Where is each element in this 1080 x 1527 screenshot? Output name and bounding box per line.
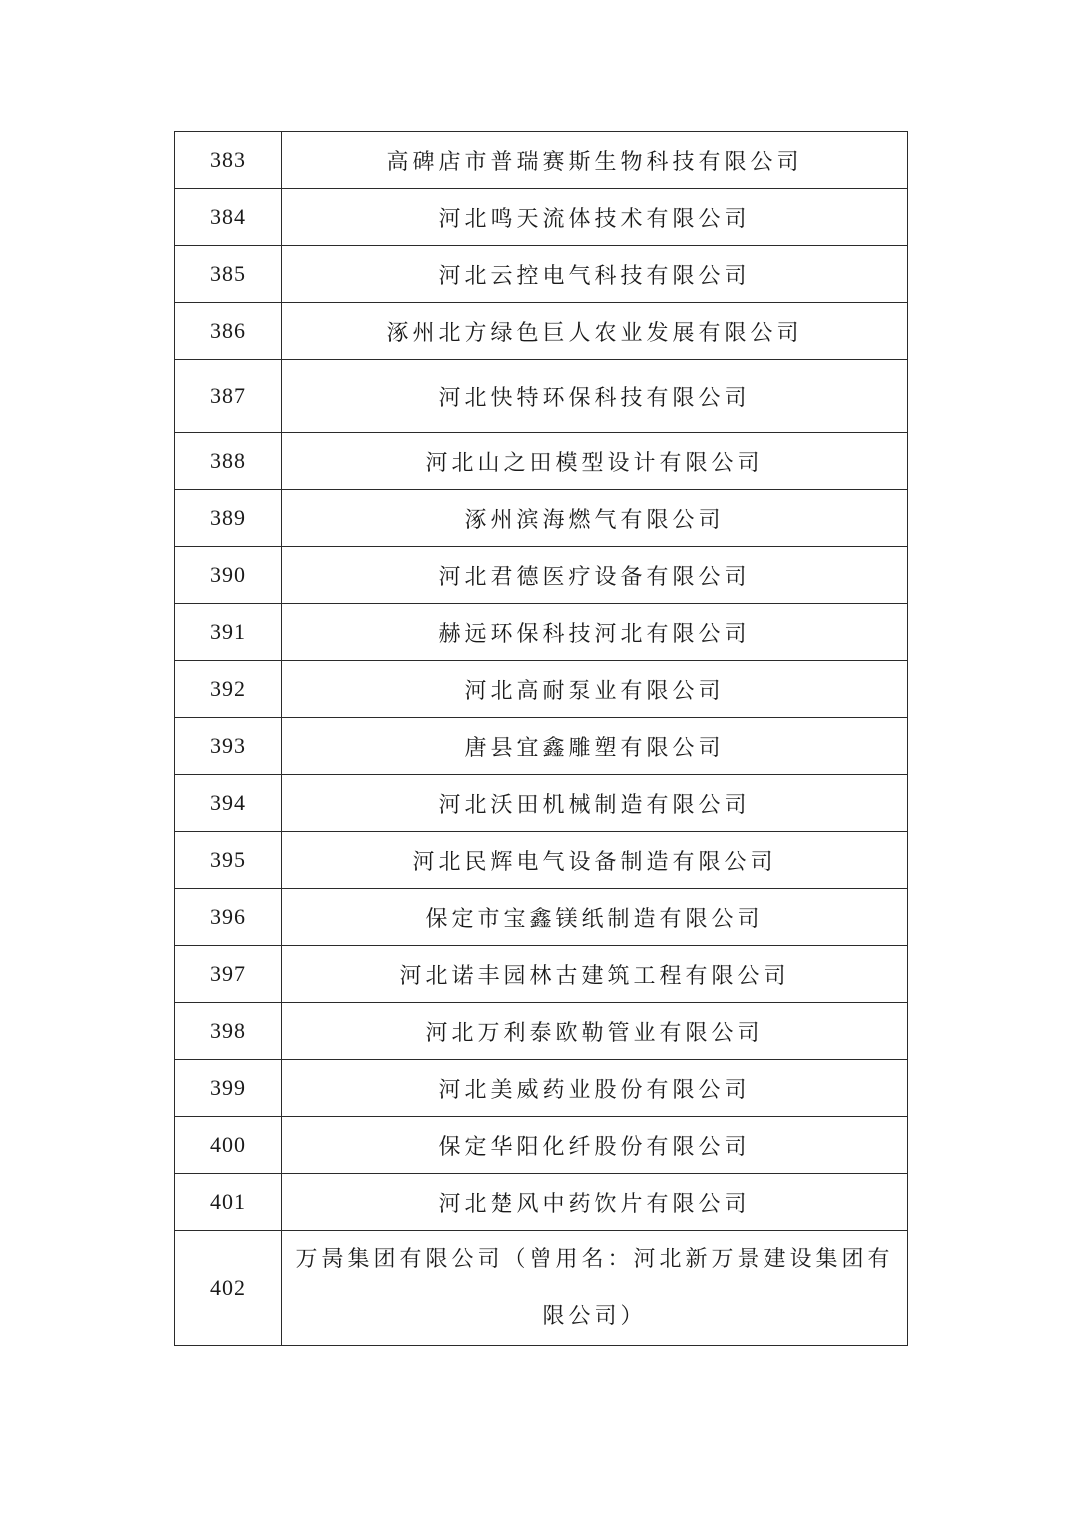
row-number: 396: [175, 889, 282, 946]
row-number: 385: [175, 246, 282, 303]
company-list-table: [174, 131, 908, 1346]
company-name: 赫远环保科技河北有限公司: [282, 604, 908, 661]
row-number: 402: [175, 1231, 282, 1346]
company-name: 河北快特环保科技有限公司: [282, 360, 908, 433]
company-name: 河北楚风中药饮片有限公司: [282, 1174, 908, 1231]
company-name: 涿州北方绿色巨人农业发展有限公司: [282, 303, 908, 360]
table-row: [175, 1060, 908, 1117]
company-name: 河北民辉电气设备制造有限公司: [282, 832, 908, 889]
company-name: 河北鸣天流体技术有限公司: [282, 189, 908, 246]
company-name: 唐县宜鑫雕塑有限公司: [282, 718, 908, 775]
row-number: 399: [175, 1060, 282, 1117]
table-row: [175, 604, 908, 661]
row-number: 389: [175, 490, 282, 547]
table-row: [175, 433, 908, 490]
table-row: [175, 661, 908, 718]
row-number: 391: [175, 604, 282, 661]
table-row: [175, 547, 908, 604]
company-name: 河北高耐泵业有限公司: [282, 661, 908, 718]
company-name: 河北云控电气科技有限公司: [282, 246, 908, 303]
table-row: [175, 132, 908, 189]
row-number: 388: [175, 433, 282, 490]
table-row: [175, 1174, 908, 1231]
table-row: [175, 1003, 908, 1060]
table-row: [175, 889, 908, 946]
row-number: 394: [175, 775, 282, 832]
table-row: [175, 246, 908, 303]
table-row: [175, 946, 908, 1003]
table-row: [175, 303, 908, 360]
row-number: 395: [175, 832, 282, 889]
table-row: [175, 832, 908, 889]
row-number: 384: [175, 189, 282, 246]
table-row: [175, 1231, 908, 1346]
table-row: [175, 718, 908, 775]
table-row: [175, 360, 908, 433]
row-number: 401: [175, 1174, 282, 1231]
company-name: 高碑店市普瑞赛斯生物科技有限公司: [282, 132, 908, 189]
company-name: 河北沃田机械制造有限公司: [282, 775, 908, 832]
company-name: 河北君德医疗设备有限公司: [282, 547, 908, 604]
row-number: 386: [175, 303, 282, 360]
company-name: 河北诺丰园林古建筑工程有限公司: [282, 946, 908, 1003]
company-name: 河北美威药业股份有限公司: [282, 1060, 908, 1117]
row-number: 387: [175, 360, 282, 433]
table-row: [175, 490, 908, 547]
row-number: 383: [175, 132, 282, 189]
row-number: 392: [175, 661, 282, 718]
company-name: 河北万利泰欧勒管业有限公司: [282, 1003, 908, 1060]
row-number: 400: [175, 1117, 282, 1174]
row-number: 398: [175, 1003, 282, 1060]
company-name: 万昺集团有限公司（曾用名：河北新万景建设集团有限公司）: [282, 1231, 908, 1346]
company-name: 涿州滨海燃气有限公司: [282, 490, 908, 547]
company-name: 河北山之田模型设计有限公司: [282, 433, 908, 490]
table-row: [175, 775, 908, 832]
table-row: [175, 1117, 908, 1174]
row-number: 390: [175, 547, 282, 604]
row-number: 393: [175, 718, 282, 775]
company-name: 保定市宝鑫镁纸制造有限公司: [282, 889, 908, 946]
company-name: 保定华阳化纤股份有限公司: [282, 1117, 908, 1174]
table-row: [175, 189, 908, 246]
row-number: 397: [175, 946, 282, 1003]
